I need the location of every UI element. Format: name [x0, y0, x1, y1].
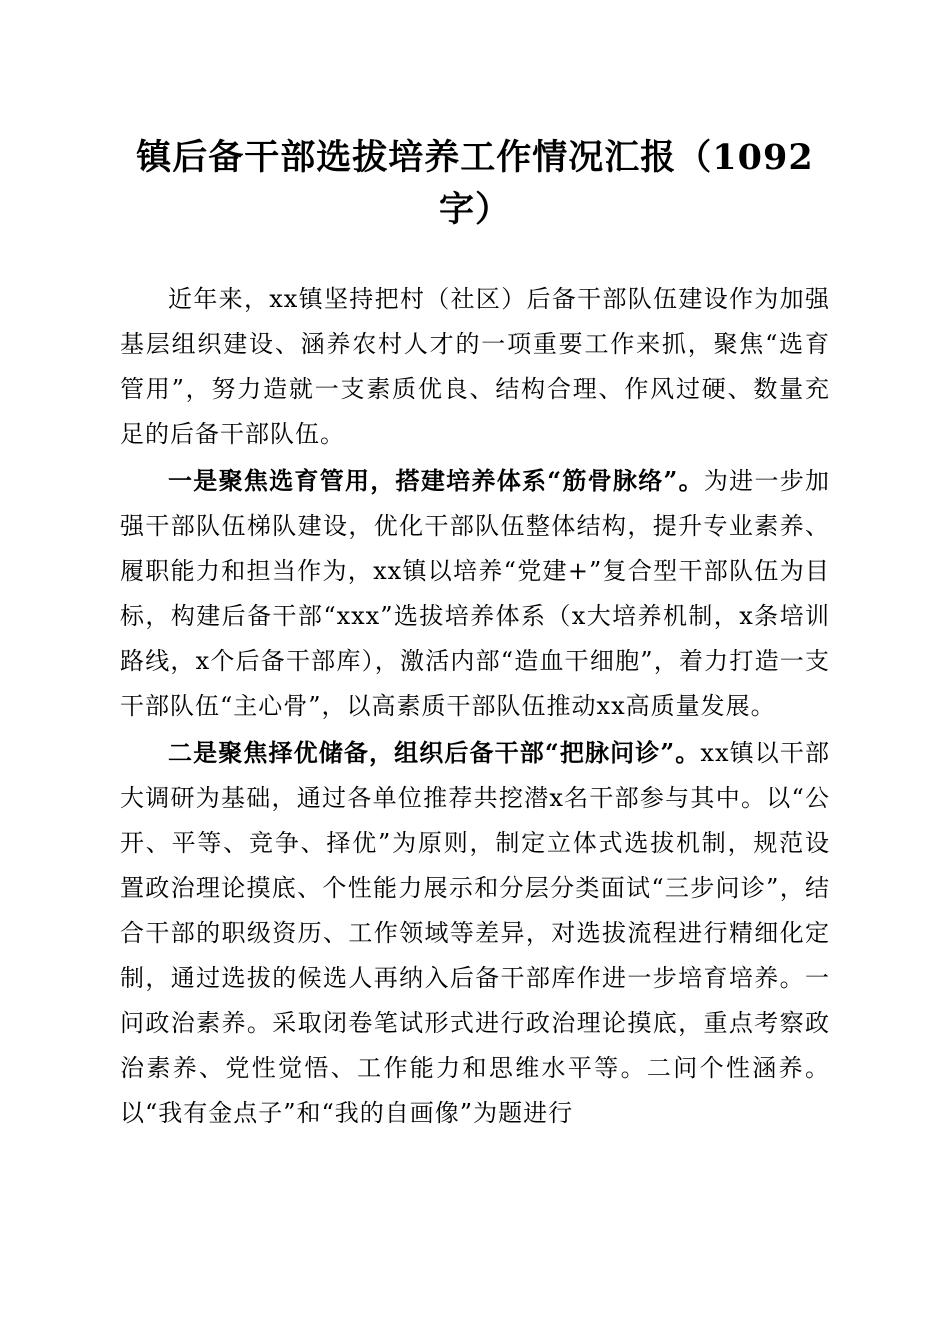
paragraph-point-two	[120, 730, 830, 1136]
paragraph-text: 近年来，xx镇坚持把村（社区）后备干部队伍建设作为加强基层组织建设、涵养农村人才的一项重要工作来抓，聚焦“选育管用”，努力造就一支素质优良、结构合理、作风过硬、数量充足的后备干部队伍。	[120, 285, 830, 448]
paragraph-text: xx镇以干部大调研为基础，通过各单位推荐共挖潜x名干部参与其中。以“公开、平等、竞争、择优”为原则，制定立体式选拔机制，规范设置政治理论摸底、个性能力展示和分层分类面试“三步问诊”，结合干部的职级资历、工作领域等差异，对选拔流程进行精细化定制，通过选拔的候选人再纳入后备干部库作进一步培育培养。一问政治素养。采取闭卷笔试形式进行政治理论摸底，重点考察政治素养、党性觉悟、工作能力和思维水平等。二问个性涵养。以“我有金点子”和“我的自画像”为题进行	[120, 739, 831, 1127]
paragraph-intro	[120, 276, 830, 457]
paragraph-point-one	[120, 458, 830, 729]
paragraph-lead: 二是聚焦择优储备，组织后备干部“把脉问诊”。	[168, 738, 701, 767]
paragraph-text: 为进一步加强干部队伍梯队建设，优化干部队伍整体结构，提升专业素养、履职能力和担当作为，xx镇以培养“党建+”复合型干部队伍为目标，构建后备干部“xxx”选拔培养体系（x大培养机制，x条培训路线，x个后备干部库），激活内部“造血干细胞”，着力打造一支干部队伍“主心骨”，以高素质干部队伍推动xx高质量发展。	[120, 467, 831, 720]
title-line-1: 镇后备干部选拔培养工作情况汇报（1092	[136, 137, 814, 178]
document-title	[120, 132, 830, 236]
paragraph-lead: 一是聚焦选育管用，搭建培养体系“筋骨脉络”。	[168, 466, 704, 495]
document-body	[120, 276, 830, 1136]
title-line-2: 字）	[438, 189, 511, 230]
